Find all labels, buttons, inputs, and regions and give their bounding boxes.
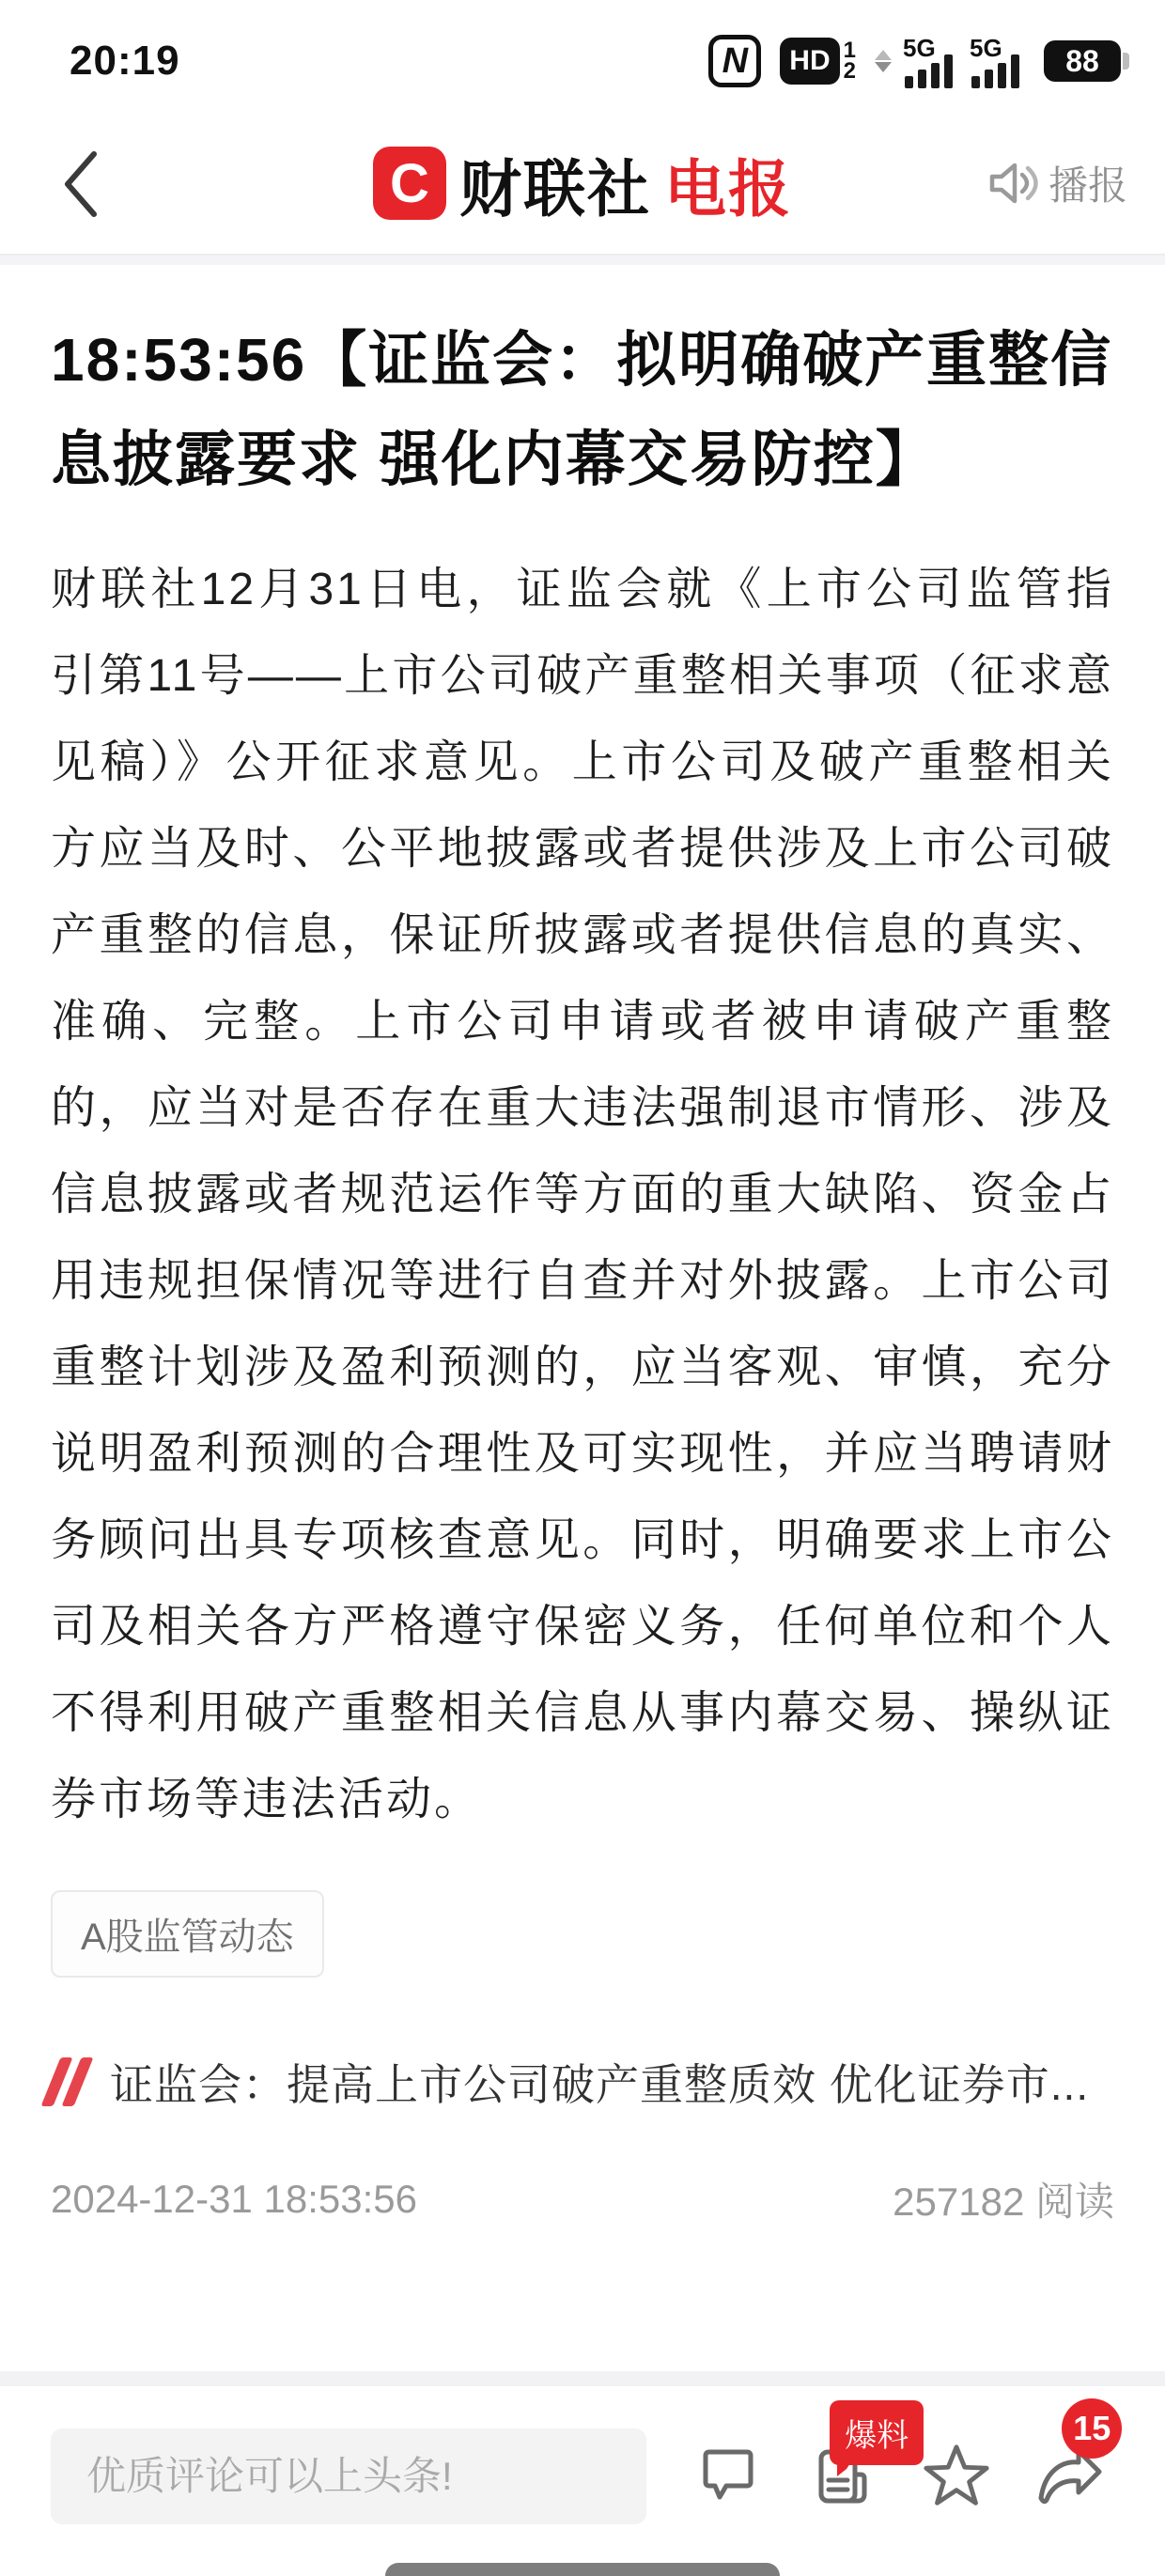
section-divider: [0, 2371, 1165, 2386]
header-divider: [0, 256, 1165, 265]
sim1-label: 1: [843, 38, 856, 63]
article-body: 财联社12月31日电，证监会就《上市公司监管指引第11号——上市公司破产重整相关事项（征求意见稿）》公开征求意见。上市公司及破产重整相关方应当及时、公平地披露或者提供涉及上市公司破产重整的信息，保证所披露或者提供信息的真实、准确、完整。上市公司申请或者被申请破产重整的，应当对是否存在重大违法强制退市情形、涉及信息披露或者规范运作等方面的重大缺陷、资金占用违规担保情况等进行自查并对外披露。上市公司重整计划涉及盈利预测的，应当客观、审慎，充分说明盈利预测的合理性及可实现性，并应当聘请财务顾问出具专项核查意见。同时，明确要求上市公司及相关各方严格遵守保密义务，任何单位和个人不得利用破产重整相关信息从事内幕交易、操纵证券市场等违法活动。: [51, 565, 1114, 1824]
signal-strength-icon-sim1: 5G: [905, 34, 953, 88]
related-article-title: 证监会：提高上市公司破产重整质效 优化证券市...: [110, 2060, 1090, 2109]
cls-logo-icon: C: [373, 147, 446, 220]
status-icons: [708, 34, 1129, 88]
bottom-action-bar: [0, 2386, 1165, 2576]
article-card: [0, 265, 1165, 2371]
share-count-badge: 15: [1062, 2398, 1122, 2459]
status-bar: [0, 0, 1165, 113]
article-title: 18:53:56【证监会：拟明确破产重整信息披露要求 强化内幕交易防控】: [51, 326, 1113, 493]
action-icons: [646, 2409, 1127, 2513]
related-article-link[interactable]: [51, 2051, 1114, 2113]
comment-bubble-icon: [694, 2443, 762, 2510]
battery-icon: [1044, 40, 1129, 82]
read-count: 257182 阅读: [893, 2180, 1114, 2224]
broadcast-label: 播报: [1048, 163, 1127, 208]
sim2-label: 2: [843, 58, 856, 84]
publish-timestamp: 2024-12-31 18:53:56: [51, 2177, 417, 2221]
header-bar: [0, 113, 1165, 256]
data-activity-icon: [875, 50, 892, 72]
comments-button[interactable]: [691, 2440, 765, 2513]
nfc-icon: N: [708, 35, 761, 87]
baoliao-badge: 爆料: [830, 2400, 924, 2465]
double-slash-icon: [51, 2057, 84, 2106]
clock-time: 20:19: [70, 38, 180, 84]
home-indicator[interactable]: [385, 2563, 780, 2576]
topic-tag[interactable]: A股监管动态: [51, 1890, 324, 1978]
star-icon: [920, 2439, 993, 2514]
battery-level: 88: [1044, 40, 1121, 82]
favorite-button[interactable]: [920, 2440, 993, 2513]
logo-text-red: 电报: [664, 153, 792, 224]
volte-hd-icon: HD 1 2: [780, 38, 856, 85]
article-meta: [51, 2171, 1114, 2227]
signal-strength-icon-sim2: 5G: [971, 34, 1019, 88]
broadcast-button[interactable]: [985, 113, 1127, 254]
speaker-icon: [985, 156, 1039, 210]
baoliao-button[interactable]: [805, 2418, 909, 2513]
logo-text-black: 财联社: [459, 153, 651, 224]
share-button[interactable]: [1033, 2409, 1111, 2513]
comment-input[interactable]: [51, 2429, 646, 2524]
